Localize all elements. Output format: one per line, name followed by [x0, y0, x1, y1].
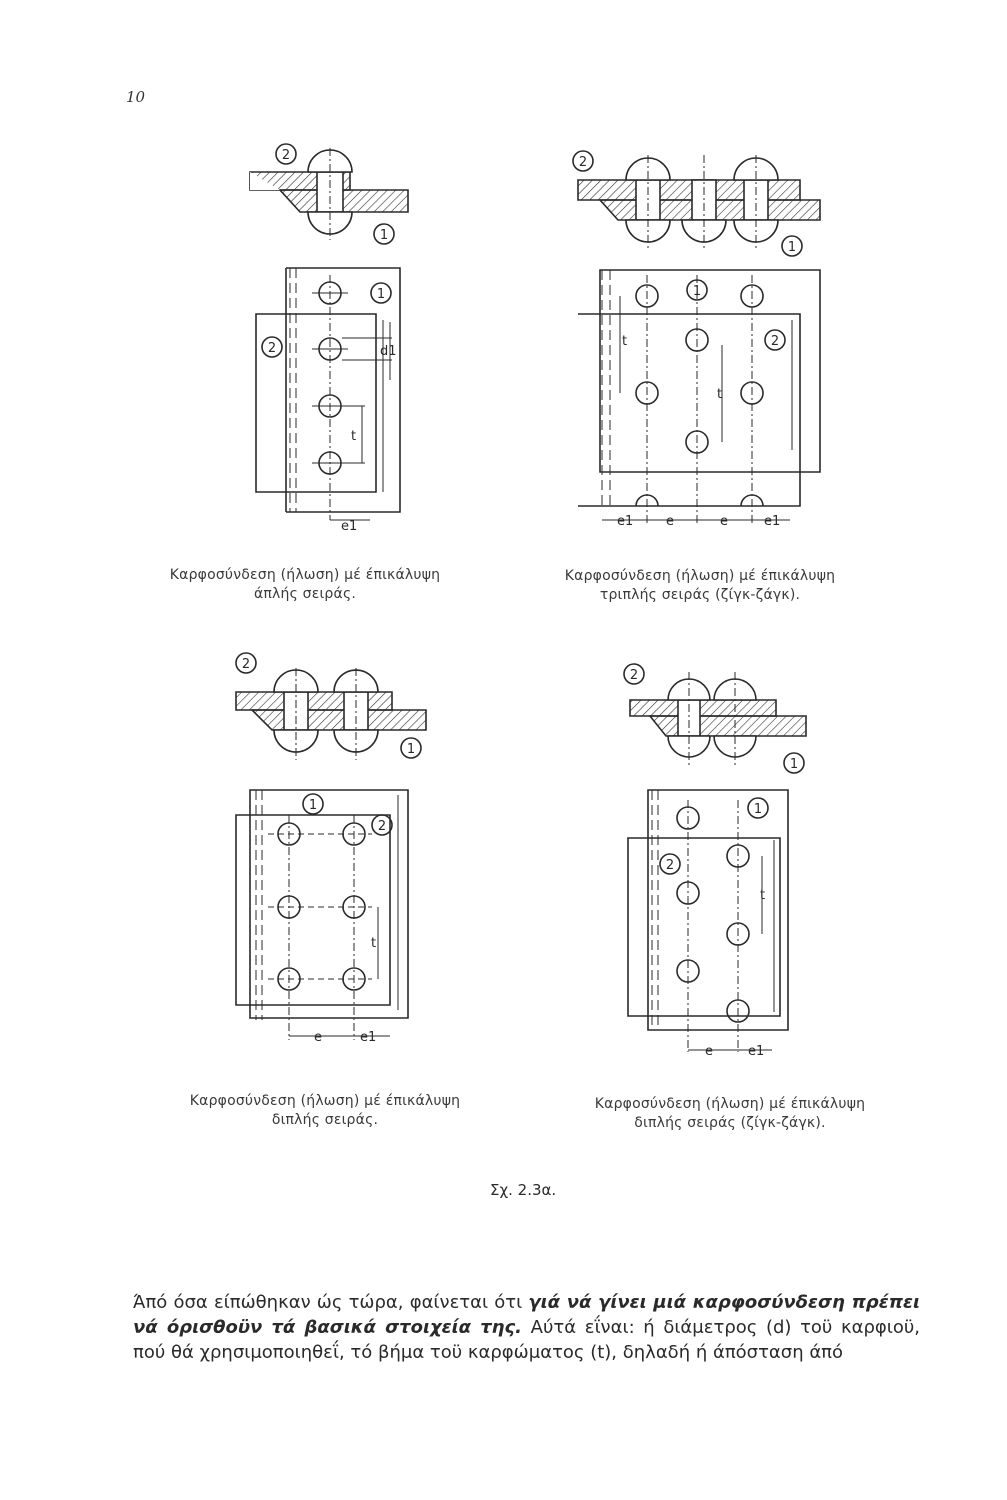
fig4-part1-label: 1	[789, 757, 799, 772]
fig3-plan-part1-label: 1	[308, 798, 318, 813]
figure-single-row	[250, 144, 408, 520]
fig1-plan-part2-label: 2	[267, 341, 277, 356]
caption-double-row	[155, 1092, 495, 1130]
caption-double-zigzag-line2: διπλής σειράς (ζίγκ-ζάγκ).	[634, 1115, 826, 1131]
caption-double-row-line1: Καρφοσύνδεση (ήλωση) μέ έπικάλυψη	[189, 1093, 461, 1109]
fig4-plan-part2-label: 2	[665, 858, 675, 873]
fig4-edge-label: e1	[748, 1044, 765, 1059]
fig2-part1-label: 1	[787, 240, 797, 255]
fig1-diameter-label: d1	[380, 344, 397, 359]
fig1-part2-label: 2	[281, 148, 291, 163]
paragraph-intro: Άπό όσα είπώθηκαν ώς τώρα, φαίνεται ότι	[133, 1292, 529, 1313]
caption-double-row-line2: διπλής σειράς.	[271, 1112, 379, 1128]
paragraph-rest: Αύτά εΐναι: ή διάμετρος (d) τοϋ καρφιοϋ, πού θά χρησιμοποιηθεΐ, τό βήμα τοϋ καρφώματος (t), δηλαδή ή άπόσταση άπό	[133, 1317, 921, 1363]
fig3-part2-label: 2	[241, 657, 251, 672]
caption-single-row-line1: Καρφοσύνδεση (ήλωση) μέ έπικάλυψη	[169, 567, 441, 583]
figure-double-row	[236, 653, 426, 1040]
fig3-pitch-label: t	[371, 936, 377, 951]
fig4-part2-label: 2	[629, 668, 639, 683]
caption-single-row-line2: άπλής σειράς.	[253, 586, 357, 602]
section-view-double-zigzag	[630, 672, 806, 765]
fig3-edge-label: e1	[360, 1030, 377, 1045]
plan-view-single	[256, 268, 400, 520]
section-view-triple	[578, 155, 820, 250]
fig2-edge-label-right: e1	[764, 514, 781, 529]
fig2-edge-label-left: e1	[617, 514, 634, 529]
caption-triple-row-line1: Καρφοσύνδεση (ήλωση) μέ έπικάλυψη	[564, 568, 836, 584]
figure-number-label: Σχ. 2.3α.	[490, 1181, 557, 1199]
fig2-pitch-label-right: t	[717, 387, 723, 402]
fig2-spacing-label-right: e	[720, 514, 728, 529]
fig4-plan-part1-label: 1	[753, 802, 763, 817]
fig2-part2-label: 2	[578, 155, 588, 170]
fig4-spacing-label: e	[705, 1044, 713, 1059]
figure-triple-row	[573, 151, 820, 525]
caption-triple-row	[530, 567, 870, 605]
section-view-single	[250, 148, 408, 240]
caption-double-zigzag-line1: Καρφοσύνδεση (ήλωση) μέ έπικάλυψη	[594, 1096, 866, 1112]
caption-single-row	[160, 566, 450, 604]
page-number: 10	[126, 88, 146, 106]
fig3-spacing-label: e	[314, 1030, 322, 1045]
paragraph-emphasis: γιά νά γίνει μιά καρφοσύνδεση πρέπει νά όρισθοϋν τά βασικά στοιχεία της.	[133, 1292, 920, 1338]
fig1-plan-part1-label: 1	[376, 287, 386, 302]
caption-double-zigzag	[555, 1095, 905, 1133]
fig2-pitch-label-left: t	[622, 334, 628, 349]
fig2-spacing-label-left: e	[666, 514, 674, 529]
caption-triple-row-line2: τριπλής σειράς (ζίγκ-ζάγκ).	[599, 587, 801, 603]
fig3-part1-label: 1	[406, 742, 416, 757]
plan-view-double-zigzag	[628, 790, 788, 1052]
fig1-edge-label: e1	[341, 519, 358, 534]
fig2-plan-part1-label: 1	[692, 284, 702, 299]
figure-double-zigzag	[624, 664, 806, 1052]
fig2-plan-part2-label: 2	[770, 334, 780, 349]
body-paragraph	[133, 1290, 920, 1365]
fig4-pitch-label: t	[760, 888, 766, 903]
fig1-part1-label: 1	[379, 228, 389, 243]
plan-view-triple	[578, 270, 820, 525]
fig1-pitch-label: t	[351, 429, 357, 444]
section-view-double	[236, 668, 426, 760]
fig3-plan-part2-label: 2	[377, 819, 387, 834]
